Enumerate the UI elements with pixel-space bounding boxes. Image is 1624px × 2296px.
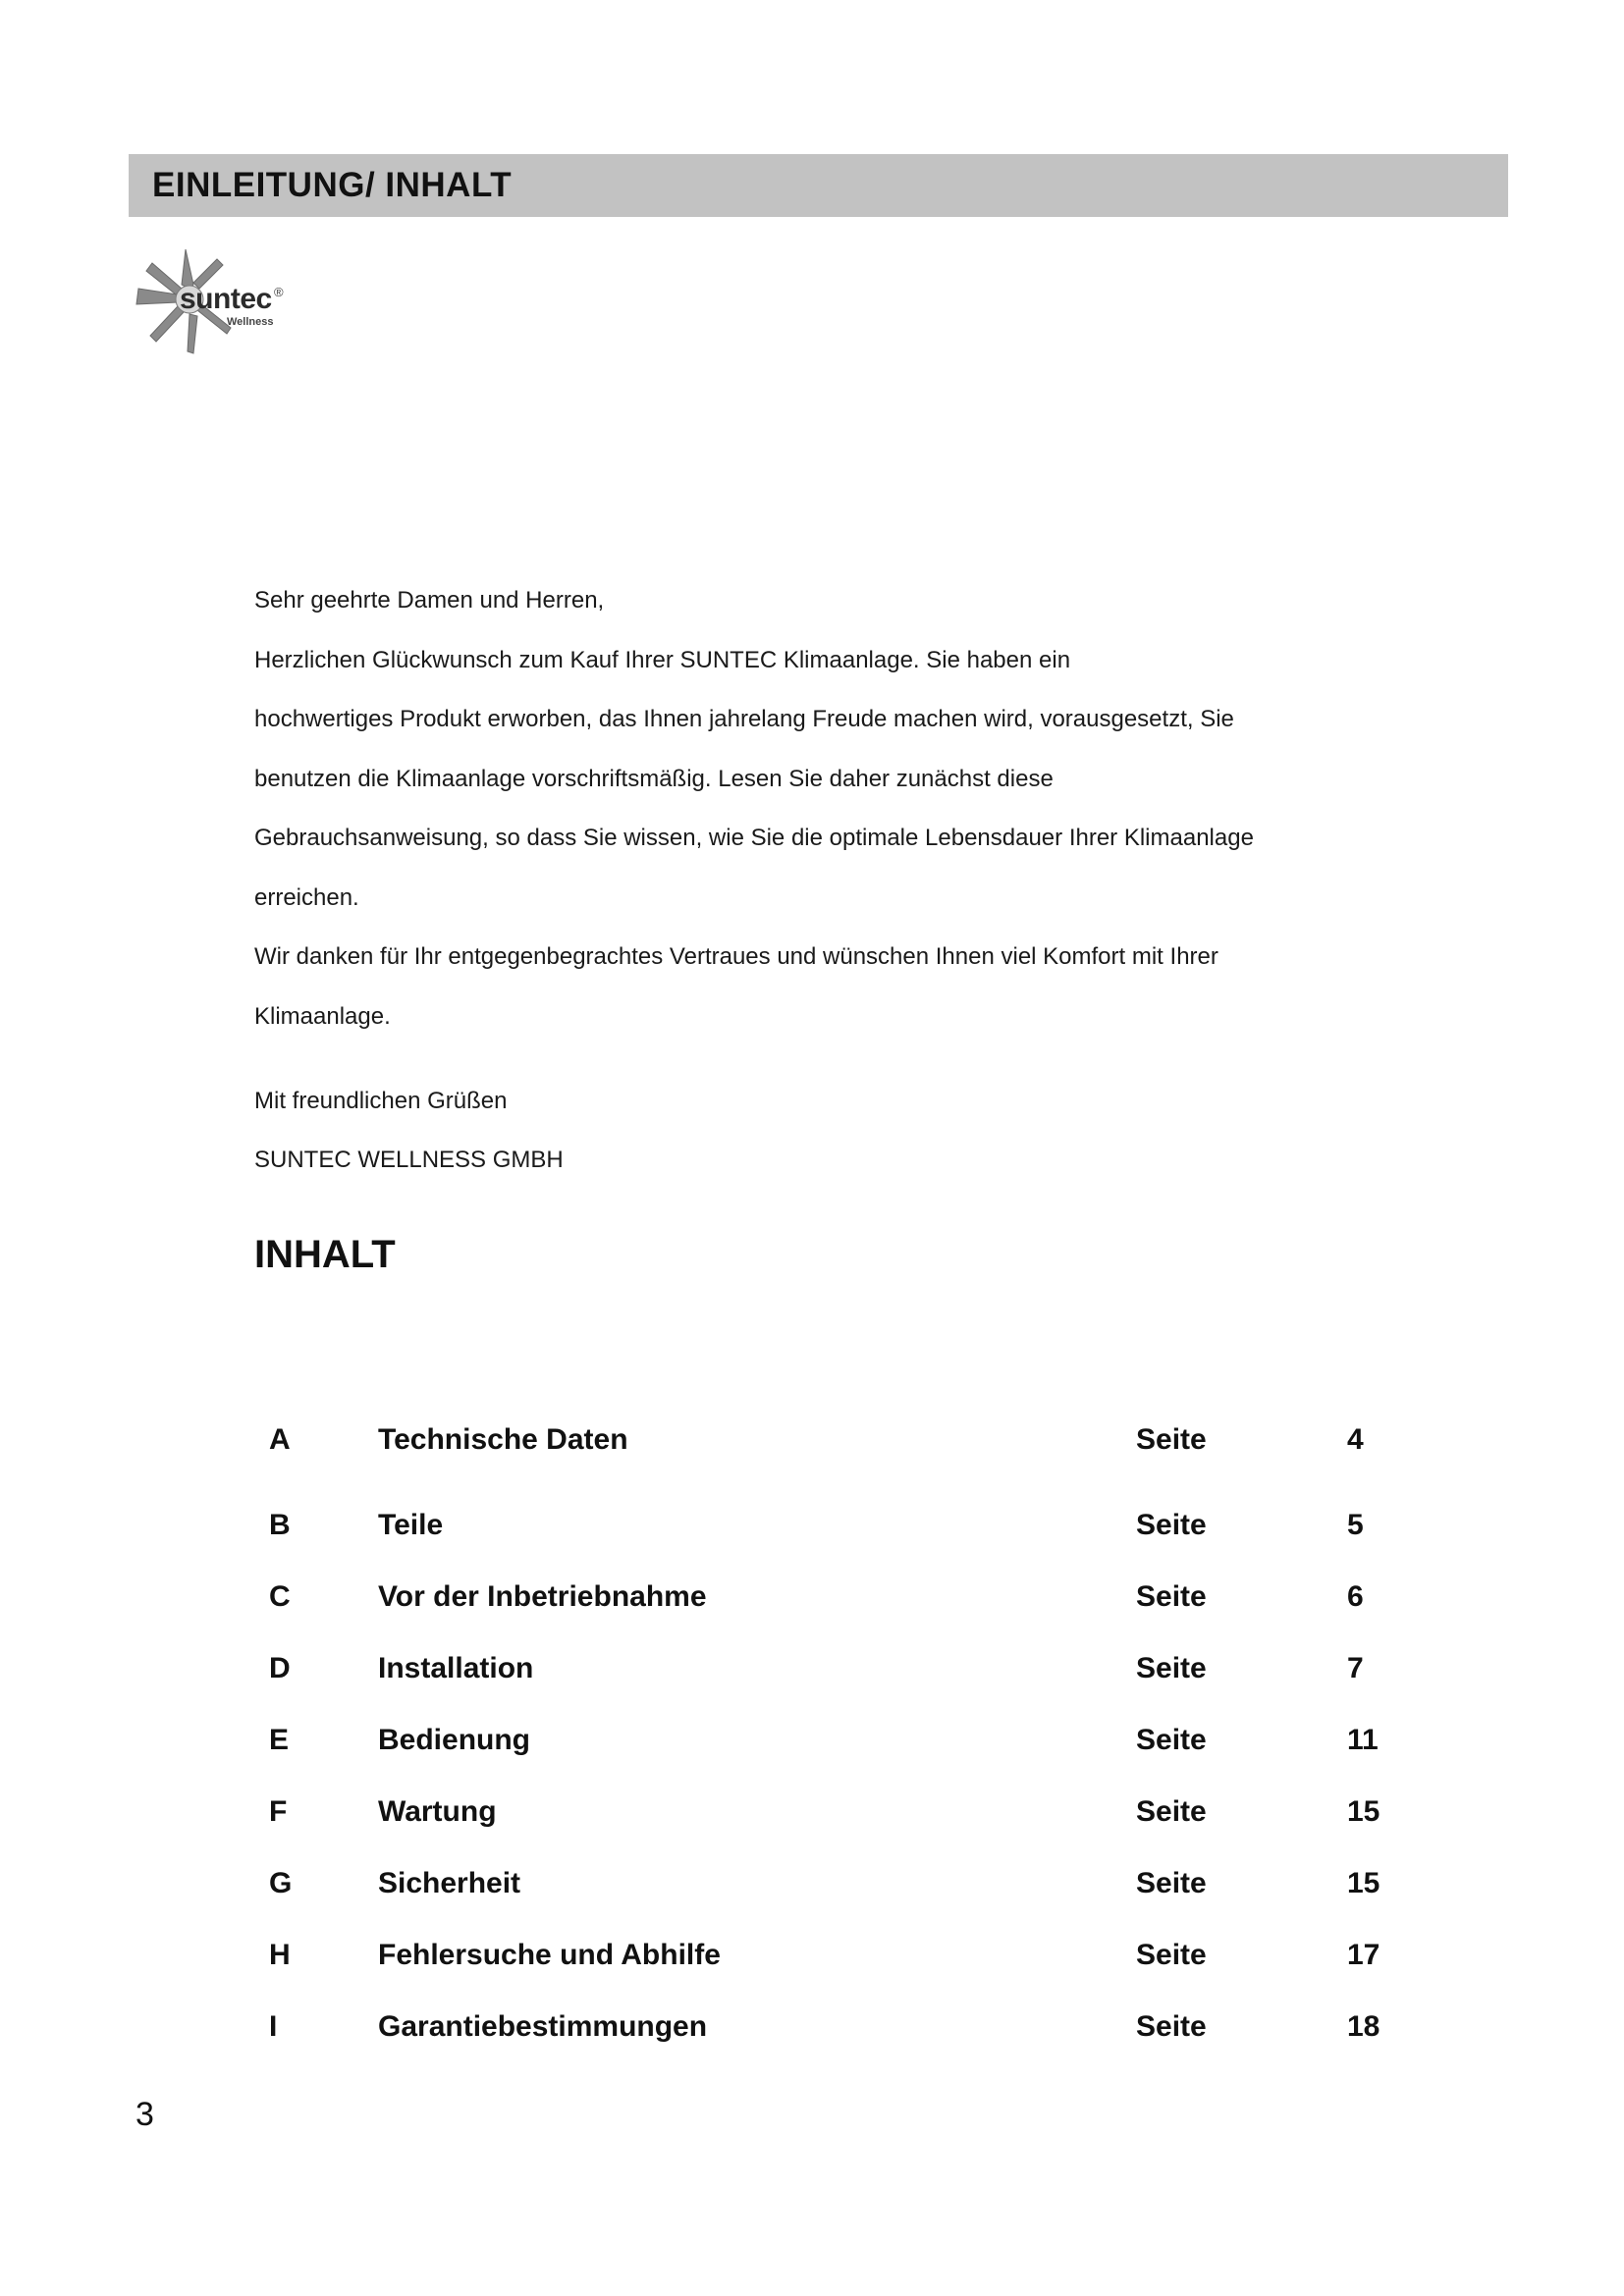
- letter-line: Sehr geehrte Damen und Herren,: [254, 587, 605, 614]
- toc-item-title: Garantiebestimmungen: [378, 2010, 708, 2043]
- toc-item-letter: C: [269, 1580, 291, 1613]
- toc-item-page-word: Seite: [1136, 1509, 1207, 1541]
- letter-line: erreichen.: [254, 883, 359, 911]
- section-title: EINLEITUNG/ INHALT: [152, 166, 513, 204]
- toc-item-title: Wartung: [378, 1795, 497, 1828]
- toc-item-page-number: 6: [1347, 1580, 1364, 1613]
- toc-item[interactable]: [0, 1724, 1624, 1773]
- letter-line: Herzlichen Glückwunsch zum Kauf Ihrer SUNTEC Klimaanlage. Sie haben ein: [254, 646, 1071, 673]
- toc-item-letter: H: [269, 1939, 291, 1971]
- toc-item-title: Fehlersuche und Abhilfe: [378, 1939, 721, 1971]
- toc-item-letter: D: [269, 1652, 291, 1684]
- toc-item[interactable]: [0, 2010, 1624, 2059]
- toc-item-letter: G: [269, 1867, 293, 1899]
- toc-item-letter: E: [269, 1724, 290, 1756]
- toc-item-page-word: Seite: [1136, 1939, 1207, 1971]
- toc-item[interactable]: [0, 1867, 1624, 1916]
- toc-item[interactable]: [0, 1939, 1624, 1988]
- logo-tagline: Wellness: [227, 316, 274, 328]
- toc-item-title: Sicherheit: [378, 1867, 521, 1899]
- toc-item-page-word: Seite: [1136, 2010, 1207, 2043]
- letter-line: hochwertiges Produkt erworben, das Ihnen jahrelang Freude machen wird, vorausgesetzt, Sie: [254, 706, 1234, 732]
- toc-item[interactable]: [0, 1423, 1624, 1472]
- toc-item-page-number: 15: [1347, 1867, 1380, 1899]
- toc-item-page-number: 4: [1347, 1423, 1364, 1456]
- toc-item[interactable]: [0, 1652, 1624, 1701]
- toc-item-page-number: 11: [1347, 1724, 1379, 1756]
- letter-line: Klimaanlage.: [254, 1002, 391, 1030]
- toc-item[interactable]: [0, 1509, 1624, 1558]
- toc-item-page-number: 15: [1347, 1795, 1380, 1828]
- toc-item-page-number: 17: [1347, 1939, 1380, 1971]
- toc-item-title: Installation: [378, 1652, 534, 1684]
- toc-item-page-number: 7: [1347, 1652, 1364, 1684]
- toc-item-page-word: Seite: [1136, 1724, 1207, 1756]
- toc-item-page-word: Seite: [1136, 1795, 1207, 1828]
- toc-item-page-number: 18: [1347, 2010, 1380, 2043]
- toc-item-letter: F: [269, 1795, 288, 1828]
- page-number: 3: [135, 2096, 154, 2133]
- toc-heading: INHALT: [254, 1233, 396, 1276]
- toc-item-page-word: Seite: [1136, 1580, 1207, 1613]
- toc-item-title: Technische Daten: [378, 1423, 628, 1456]
- toc-item-letter: A: [269, 1423, 291, 1456]
- toc-item-letter: I: [269, 2010, 278, 2043]
- letter-line: benutzen die Klimaanlage vorschriftsmäßig. Lesen Sie daher zunächst diese: [254, 765, 1054, 792]
- toc-item-title: Teile: [378, 1509, 444, 1541]
- toc-item-page-word: Seite: [1136, 1652, 1207, 1684]
- closing-salutation: Mit freundlichen Grüßen: [254, 1088, 508, 1114]
- toc-item-page-word: Seite: [1136, 1867, 1207, 1899]
- company-signature: SUNTEC WELLNESS GMBH: [254, 1147, 564, 1173]
- toc-item-letter: B: [269, 1509, 291, 1541]
- toc-item-title: Vor der Inbetriebnahme: [378, 1580, 707, 1613]
- logo-registered-mark: ®: [274, 285, 284, 299]
- toc-item[interactable]: [0, 1580, 1624, 1629]
- logo-wordmark: suntec: [180, 283, 272, 315]
- toc-item[interactable]: [0, 1795, 1624, 1844]
- letter-line: Gebrauchsanweisung, so dass Sie wissen, wie Sie die optimale Lebensdauer Ihrer Klimaanlage: [254, 825, 1254, 851]
- toc-item-page-number: 5: [1347, 1509, 1364, 1541]
- toc-item-title: Bedienung: [378, 1724, 530, 1756]
- toc-item-page-word: Seite: [1136, 1423, 1207, 1456]
- letter-line: Wir danken für Ihr entgegenbegrachtes Vertraues und wünschen Ihnen viel Komfort mit Ihrer: [254, 943, 1218, 970]
